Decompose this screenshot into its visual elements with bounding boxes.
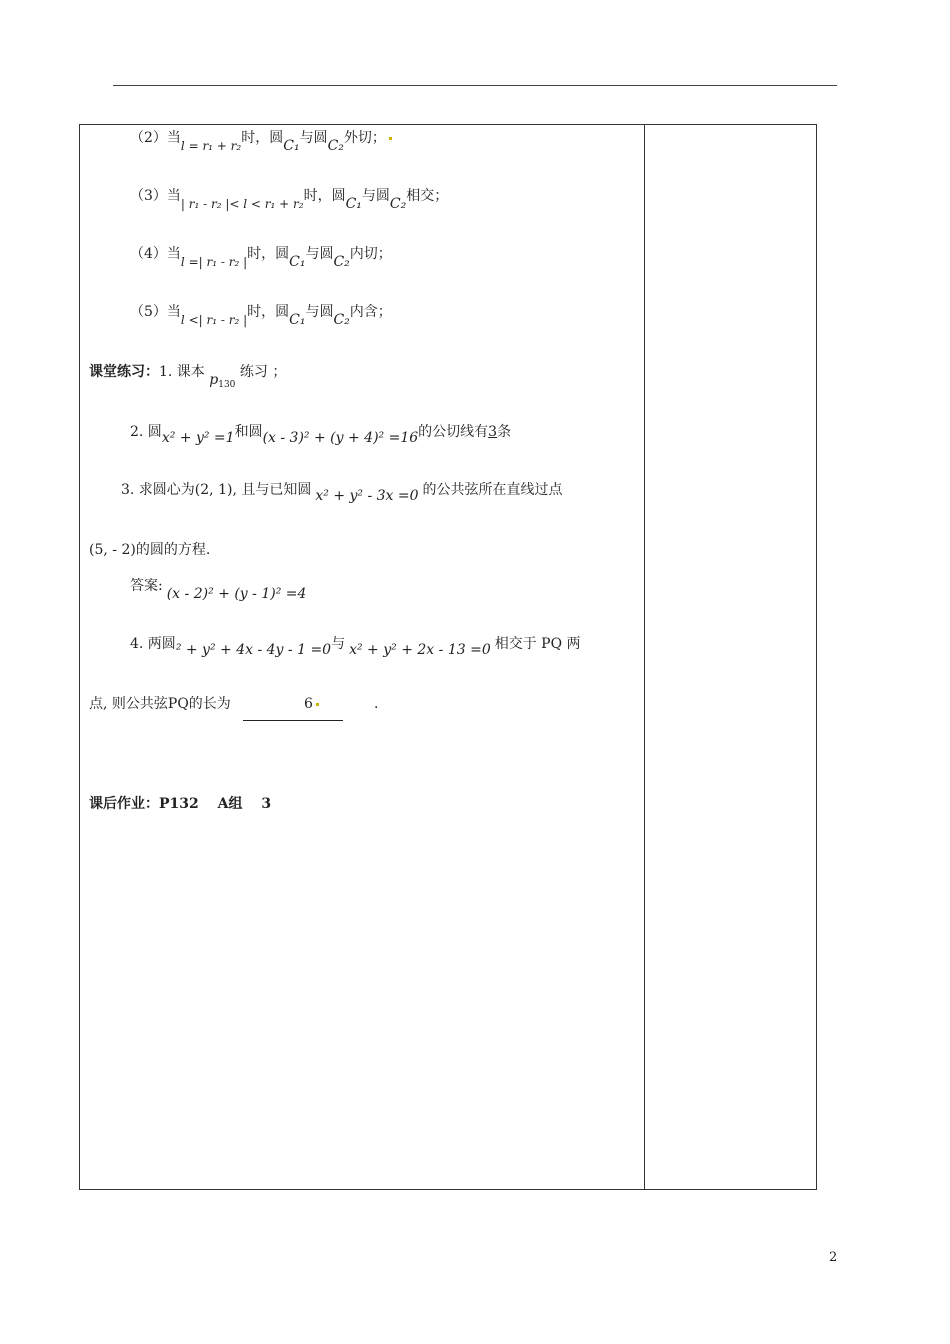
practice-item-3-answer: 答案: (x - 2)² + (y - 1)² =4 bbox=[130, 578, 307, 602]
header-rule bbox=[113, 85, 837, 86]
page-number: 2 bbox=[829, 1250, 838, 1265]
homework-heading: 课后作业： bbox=[89, 796, 159, 812]
practice-item-4: 4. 两圆² + y² + 4x - 4y - 1 =0与 x² + y² + 2x - 13 =0 相交于 PQ 两 bbox=[130, 636, 581, 658]
case-3-condition: | r₁ - r₂ |< l < r₁ + r₂ bbox=[180, 197, 304, 211]
case-3: （3）当| r₁ - r₂ |< l < r₁ + r₂时，圆C₁与圆C₂相交； bbox=[130, 188, 449, 212]
case-5: （5）当l <| r₁ - r₂ |时，圆C₁与圆C₂内含； bbox=[130, 304, 392, 328]
practice-heading: 课堂练习： bbox=[89, 364, 159, 380]
practice-item-1: 课堂练习：1. 课本 $p_{130}$ 练习 ； bbox=[89, 364, 287, 390]
column-divider bbox=[644, 124, 645, 1190]
homework bbox=[89, 794, 271, 814]
homework-text: P132 A组 3 bbox=[159, 796, 272, 812]
answer-6: 6 bbox=[304, 694, 319, 714]
case-5-condition: l <| r₁ - r₂ | bbox=[180, 313, 248, 327]
case-4-condition: l =| r₁ - r₂ | bbox=[180, 255, 248, 269]
marker-dot bbox=[316, 703, 319, 706]
practice-item-2: 2. 圆x² + y² =1和圆(x - 3)² + (y + 4)² =16的公切线有3条 bbox=[130, 424, 512, 446]
item-4-period: . bbox=[374, 696, 379, 712]
marker-dot bbox=[389, 137, 392, 140]
answer-3: 3 bbox=[488, 424, 498, 440]
answer-blank-line bbox=[243, 720, 343, 721]
practice-item-3-line-2: (5, - 2)的圆的方程. bbox=[89, 542, 211, 558]
practice-item-4-line-2: 点, 则公共弦PQ的长为 bbox=[89, 696, 231, 712]
practice-item-3: 3. 求圆心为(2, 1), 且与已知圆 x² + y² - 3x =0 的公共弦所在直线过点 bbox=[121, 482, 563, 504]
case-2: （2）当l = r₁ + r₂时，圆C₁与圆C₂外切； bbox=[130, 128, 392, 148]
case-4: （4）当l =| r₁ - r₂ |时，圆C₁与圆C₂内切； bbox=[130, 246, 392, 270]
case-2-condition: l = r₁ + r₂ bbox=[180, 139, 242, 153]
